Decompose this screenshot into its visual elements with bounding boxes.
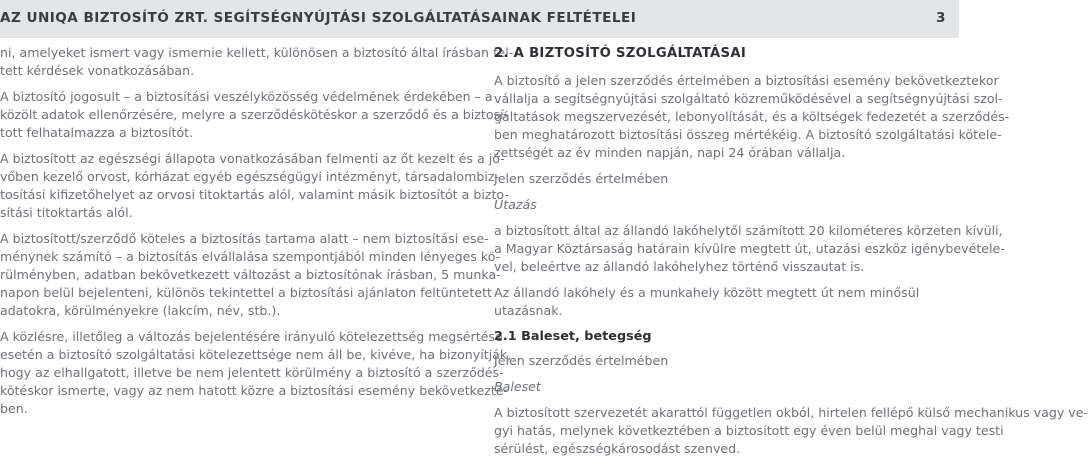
paragraph-right-3: Az állandó lakóhely és a munkahely között megtett út nem minősül utazásnak. bbox=[494, 285, 920, 318]
text-line: A biztosított/szerződő köteles a biztosítás tartama alatt – nem biztosítási ese- bbox=[0, 231, 489, 246]
text-line: sítási titoktartás alól. bbox=[0, 205, 133, 220]
paragraph-right-4 bbox=[494, 404, 1088, 458]
header-title: AZ UNIQA BIZTOSÍTÓ ZRT. SEGÍTSÉGNYÚJTÁSI SZOLGÁLTATÁSAINAK FELTÉTELEI bbox=[0, 10, 637, 26]
term-baleset: Baleset bbox=[494, 379, 541, 394]
paragraph-left-2 bbox=[0, 88, 509, 142]
text-line: sérülést, egészségkárosodást szenved. bbox=[494, 441, 741, 456]
text-line: A biztosító jogosult – a biztosítási veszélyközösség védelmének érdekében – a bbox=[0, 89, 493, 104]
text-line: ni, amelyeket ismert vagy ismernie kellett, különösen a biztosító által írásban fel- bbox=[0, 45, 514, 60]
term-utazas: Utazás bbox=[494, 197, 537, 212]
subsection-heading: 2.1 Baleset, betegség bbox=[494, 329, 652, 344]
text-line: tett kérdések vonatkozásában. bbox=[0, 63, 195, 78]
text-line: napon belül bejelenteni, különös tekintettel a biztosítási ajánlaton feltüntetett bbox=[0, 285, 492, 300]
text-line: vállalja a segítségnyújtási szolgáltató közreműködésével a segítségnyújtási szol- bbox=[494, 91, 1003, 106]
text-line: A biztosított szervezetét akarattól független okból, hirtelen fellépő külső mechanikus vagy ve- bbox=[494, 405, 1088, 420]
text-line: A közlésre, illetőleg a változás bejelentésére irányuló kötelezettség megsértése bbox=[0, 329, 503, 344]
text-line: A biztosított az egészségi állapota vonatkozásában felmenti az őt kezelt és a jö- bbox=[0, 151, 505, 166]
text-line: vel, beleértve az állandó lakóhelyhez történő visszautat is. bbox=[494, 259, 865, 274]
paragraph-right-1 bbox=[494, 72, 1010, 162]
text-line: gyi hatás, melynek következtében a biztosított egy éven belül meghal vagy testi bbox=[494, 423, 1004, 438]
text-line: rülményben, adatban bekövetkezett változást a biztosítónak írásban, 5 munka- bbox=[0, 267, 501, 282]
definition-intro-2: Jelen szerződés értelmében bbox=[494, 353, 669, 368]
text-line: kötéskor ismerte, vagy az nem hatott közre a biztosítási esemény bekövetkezté- bbox=[0, 383, 509, 398]
section-heading: 2. A BIZTOSÍTÓ SZOLGÁLTATÁSAI bbox=[494, 46, 747, 61]
paragraph-left-5 bbox=[0, 328, 512, 418]
definition-intro: Jelen szerződés értelmében bbox=[494, 171, 669, 186]
page-header bbox=[0, 0, 959, 38]
text-line: ménynek számító – a biztosítás elvállalása szempontjából minden lényeges kö- bbox=[0, 249, 501, 264]
text-line: zettségét az év minden napján, napi 24 órában vállalja. bbox=[494, 145, 846, 160]
text-line: közölt adatok ellenőrzésére, melyre a szerződéskötéskor a szerződő és a biztosí- bbox=[0, 107, 509, 122]
left-column bbox=[0, 44, 514, 426]
paragraph-left-1 bbox=[0, 44, 514, 80]
text-line: vőben kezelő orvost, kórházat egyéb egészségügyi intézményt, társadalombiz- bbox=[0, 169, 500, 184]
text-line: gáltatások megszervezését, lebonyolítását, és a költségek fedezetét a szerződés- bbox=[494, 109, 1010, 124]
text-line: ben. bbox=[0, 401, 28, 416]
text-line: a biztosított által az állandó lakóhelytől számított 20 kilométeres körzeten kívüli, bbox=[494, 223, 1003, 238]
paragraph-left-4 bbox=[0, 230, 501, 320]
right-column bbox=[494, 44, 1088, 466]
text-line: adatokra, körülményekre (lakcím, név, stb.). bbox=[0, 303, 281, 318]
paragraph-left-3 bbox=[0, 150, 509, 222]
paragraph-right-2 bbox=[494, 222, 1005, 276]
text-line: A biztosító a jelen szerződés értelmében a biztosítási esemény bekövetkeztekor bbox=[494, 73, 999, 88]
text-line: hogy az elhallgatott, illetve be nem jelentett körülmény a biztosító a szerződés- bbox=[0, 365, 504, 380]
page-number: 3 bbox=[936, 10, 946, 26]
text-line: a Magyar Köztársaság határain kívülre megtett út, utazási eszköz igénybevétele- bbox=[494, 241, 1005, 256]
text-line: tosítási kifizetőhelyet az orvosi titoktartás alól, valamint másik biztosítót a bizto- bbox=[0, 187, 509, 202]
text-line: ben meghatározott biztosítási összeg mértékéig. A biztosító szolgáltatási kötele- bbox=[494, 127, 1002, 142]
text-line: tott felhatalmazza a biztosítót. bbox=[0, 125, 194, 140]
text-line: esetén a biztosító szolgáltatási kötelezettsége nem áll be, kivéve, ha bizonyítják, bbox=[0, 347, 512, 362]
